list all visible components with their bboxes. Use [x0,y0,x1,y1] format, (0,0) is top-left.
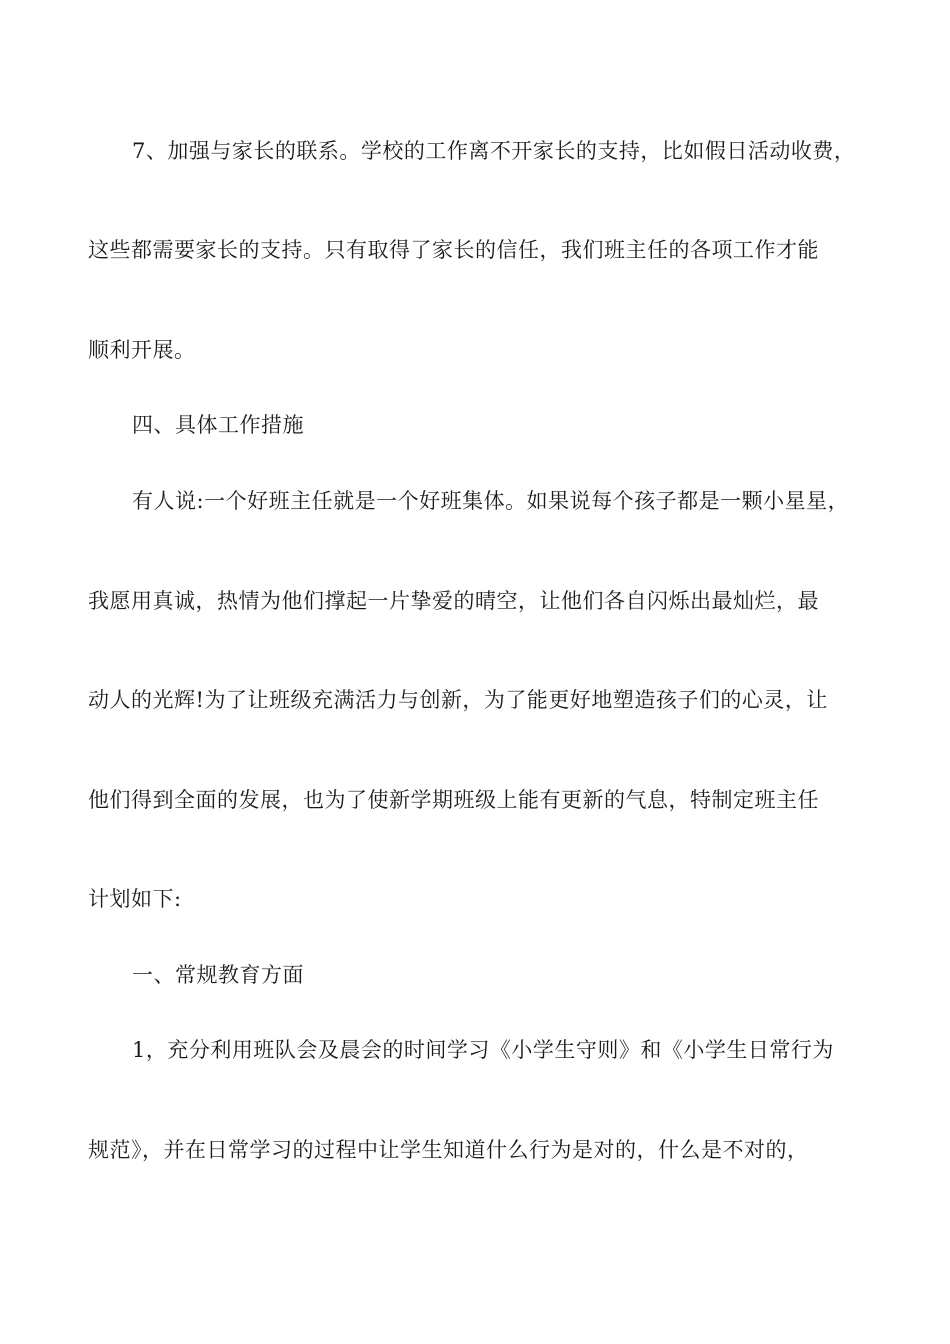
paragraph-line-3: 顺利开展。 [88,338,196,362]
paragraph-line-8: 他们得到全面的发展，也为了使新学期班级上能有更新的气息，特制定班主任 [88,788,819,812]
paragraph-line-12: 规范》，并在日常学习的过程中让学生知道什么行为是对的，什么是不对的， [88,1138,809,1162]
paragraph-line-7: 动人的光辉!为了让班级充满活力与创新，为了能更好地塑造孩子们的心灵，让 [88,688,828,712]
paragraph-line-9: 计划如下: [88,887,182,911]
paragraph-line-5: 有人说:一个好班主任就是一个好班集体。如果说每个孩子都是一颗小星星， [132,489,850,513]
section-heading-4: 四、具体工作措施 [132,413,304,437]
paragraph-line-2: 这些都需要家长的支持。只有取得了家长的信任，我们班主任的各项工作才能 [88,238,819,262]
section-heading-1: 一、常规教育方面 [132,963,304,987]
paragraph-line-6: 我愿用真诚，热情为他们撑起一片挚爱的晴空，让他们各自闪烁出最灿烂，最 [88,589,819,613]
paragraph-line-11: 1，充分利用班队会及晨会的时间学习《小学生守则》和《小学生日常行为 [132,1038,834,1062]
paragraph-line-1: 7、加强与家长的联系。学校的工作离不开家长的支持，比如假日活动收费， [132,139,856,163]
